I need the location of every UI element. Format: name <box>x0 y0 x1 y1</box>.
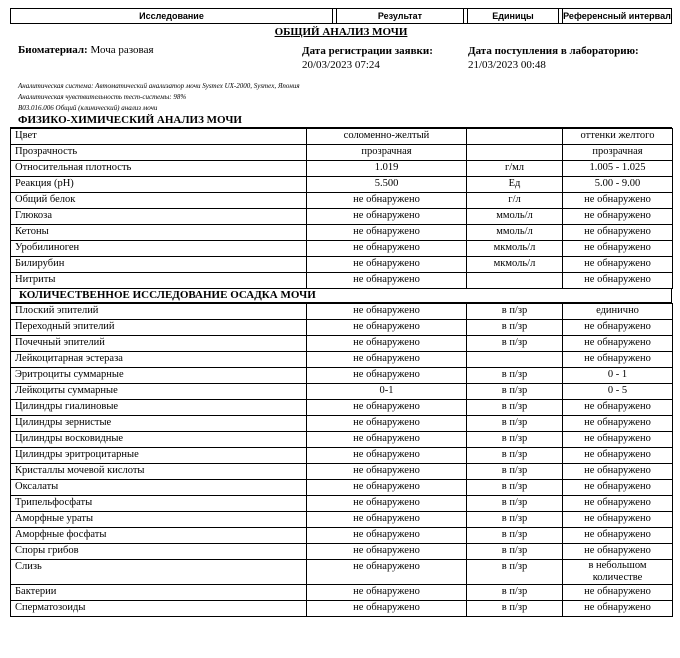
result-value: не обнаружено <box>307 601 467 617</box>
analytical-sensitivity: Аналитическая чувствительность тест-системы: 98% <box>18 93 187 101</box>
result-value: не обнаружено <box>307 464 467 480</box>
service-code: B03.016.006 Общий (клинический) анализ мочи <box>18 104 158 112</box>
result-value: не обнаружено <box>307 225 467 241</box>
reference-value: не обнаружено <box>563 464 673 480</box>
section-title-sediment: КОЛИЧЕСТВЕННОЕ ИССЛЕДОВАНИЕ ОСАДКА МОЧИ <box>10 289 672 303</box>
table-row <box>11 400 673 416</box>
table-row <box>11 496 673 512</box>
table-row <box>11 480 673 496</box>
reference-value: не обнаружено <box>563 480 673 496</box>
unit-value: Ед <box>467 177 563 193</box>
result-value: не обнаружено <box>307 304 467 320</box>
table-row <box>11 560 673 585</box>
reference-value: оттенки желтого <box>563 129 673 145</box>
biomaterial-label: Биоматериал: <box>18 44 88 56</box>
unit-value: мкмоль/л <box>467 241 563 257</box>
table-row <box>11 225 673 241</box>
reference-value: не обнаружено <box>563 320 673 336</box>
reference-value: не обнаружено <box>563 209 673 225</box>
unit-value: в п/зр <box>467 601 563 617</box>
reference-value: не обнаружено <box>563 432 673 448</box>
report-info <box>10 41 672 81</box>
unit-value: в п/зр <box>467 464 563 480</box>
reference-value: 1.005 - 1.025 <box>563 161 673 177</box>
test-name: Относительная плотность <box>11 161 307 177</box>
table-row <box>11 320 673 336</box>
test-name: Слизь <box>11 560 307 585</box>
result-value: не обнаружено <box>307 209 467 225</box>
result-value: не обнаружено <box>307 528 467 544</box>
reference-value: не обнаружено <box>563 352 673 368</box>
test-name: Трипельфосфаты <box>11 496 307 512</box>
result-value: 0-1 <box>307 384 467 400</box>
table-row <box>11 241 673 257</box>
column-header-result: Результат <box>336 9 464 23</box>
table-row <box>11 273 673 289</box>
unit-value: в п/зр <box>467 384 563 400</box>
result-value: не обнаружено <box>307 336 467 352</box>
unit-value <box>467 129 563 145</box>
table-row <box>11 145 673 161</box>
test-name: Глюкоза <box>11 209 307 225</box>
test-name: Цилиндры эритроцитарные <box>11 448 307 464</box>
test-name: Плоский эпителий <box>11 304 307 320</box>
unit-value: в п/зр <box>467 544 563 560</box>
test-name: Прозрачность <box>11 145 307 161</box>
unit-value: в п/зр <box>467 336 563 352</box>
column-header-test: Исследование <box>11 9 333 23</box>
result-value: не обнаружено <box>307 512 467 528</box>
test-name: Цилиндры гиалиновые <box>11 400 307 416</box>
reference-value: не обнаружено <box>563 512 673 528</box>
test-name: Билирубин <box>11 257 307 273</box>
unit-value: в п/зр <box>467 496 563 512</box>
registration-value: 20/03/2023 07:24 <box>302 59 380 71</box>
unit-value: ммоль/л <box>467 225 563 241</box>
unit-value: в п/зр <box>467 320 563 336</box>
test-name: Аморфные фосфаты <box>11 528 307 544</box>
column-header-units: Единицы <box>467 9 559 23</box>
unit-value: в п/зр <box>467 432 563 448</box>
unit-value: в п/зр <box>467 480 563 496</box>
result-value: не обнаружено <box>307 480 467 496</box>
arrival-label: Дата поступления в лабораторию: <box>468 45 639 57</box>
table-row <box>11 209 673 225</box>
unit-value: в п/зр <box>467 448 563 464</box>
reference-value: не обнаружено <box>563 257 673 273</box>
test-name: Цилиндры зернистые <box>11 416 307 432</box>
test-name: Лейкоцитарная эстераза <box>11 352 307 368</box>
table-row <box>11 336 673 352</box>
result-value: 1.019 <box>307 161 467 177</box>
test-name: Споры грибов <box>11 544 307 560</box>
reference-value: не обнаружено <box>563 528 673 544</box>
result-value: не обнаружено <box>307 241 467 257</box>
table-row <box>11 384 673 400</box>
result-value: не обнаружено <box>307 400 467 416</box>
result-value: не обнаружено <box>307 257 467 273</box>
unit-value: в п/зр <box>467 304 563 320</box>
table-row <box>11 161 673 177</box>
result-value: не обнаружено <box>307 352 467 368</box>
unit-value: в п/зр <box>467 512 563 528</box>
reference-value: не обнаружено <box>563 273 673 289</box>
test-name: Нитриты <box>11 273 307 289</box>
table-row <box>11 304 673 320</box>
section-title-physchem: ФИЗИКО-ХИМИЧЕСКИЙ АНАЛИЗ МОЧИ <box>10 114 672 128</box>
result-value: не обнаружено <box>307 544 467 560</box>
test-name: Оксалаты <box>11 480 307 496</box>
table-row <box>11 129 673 145</box>
unit-value: в п/зр <box>467 585 563 601</box>
table-row <box>11 464 673 480</box>
registration-label: Дата регистрации заявки: <box>302 45 433 57</box>
unit-value: г/л <box>467 193 563 209</box>
biomaterial <box>18 44 154 56</box>
table-row <box>11 544 673 560</box>
unit-value: г/мл <box>467 161 563 177</box>
result-value: не обнаружено <box>307 273 467 289</box>
test-name: Кетоны <box>11 225 307 241</box>
test-name: Цвет <box>11 129 307 145</box>
physchem-table <box>10 128 673 289</box>
reference-value: 0 - 1 <box>563 368 673 384</box>
test-name: Лейкоциты суммарные <box>11 384 307 400</box>
analysis-meta <box>10 81 672 114</box>
reference-value: не обнаружено <box>563 544 673 560</box>
report-title-text: ОБЩИЙ АНАЛИЗ МОЧИ <box>274 26 408 38</box>
unit-value: ммоль/л <box>467 209 563 225</box>
reference-value: не обнаружено <box>563 416 673 432</box>
table-row <box>11 512 673 528</box>
analytical-system: Аналитическая система: Автоматический анализатор мочи Sysmex UX-2000, Sysmex, Япония <box>18 82 300 90</box>
test-name: Почечный эпителий <box>11 336 307 352</box>
reference-value: единично <box>563 304 673 320</box>
result-value: не обнаружено <box>307 416 467 432</box>
report-title <box>10 26 672 39</box>
test-name: Эритроциты суммарные <box>11 368 307 384</box>
result-value: соломенно-желтый <box>307 129 467 145</box>
column-header-reference: Референсный интервал <box>563 11 671 21</box>
table-row <box>11 368 673 384</box>
result-value: не обнаружено <box>307 448 467 464</box>
table-row <box>11 193 673 209</box>
biomaterial-value: Моча разовая <box>90 44 154 56</box>
table-row <box>11 585 673 601</box>
unit-value <box>467 273 563 289</box>
result-value: 5.500 <box>307 177 467 193</box>
reference-value: не обнаружено <box>563 448 673 464</box>
reference-value: не обнаружено <box>563 585 673 601</box>
result-value: не обнаружено <box>307 496 467 512</box>
unit-value <box>467 352 563 368</box>
reference-value: не обнаружено <box>563 225 673 241</box>
lab-report <box>10 8 672 617</box>
table-row <box>11 352 673 368</box>
unit-value: мкмоль/л <box>467 257 563 273</box>
table-row <box>11 257 673 273</box>
unit-value <box>467 145 563 161</box>
result-value: не обнаружено <box>307 368 467 384</box>
reference-value: не обнаружено <box>563 496 673 512</box>
unit-value: в п/зр <box>467 368 563 384</box>
table-row <box>11 601 673 617</box>
unit-value: в п/зр <box>467 528 563 544</box>
test-name: Переходный эпителий <box>11 320 307 336</box>
reference-value: не обнаружено <box>563 400 673 416</box>
test-name: Общий белок <box>11 193 307 209</box>
sediment-table <box>10 303 673 617</box>
reference-value: не обнаружено <box>563 193 673 209</box>
table-row <box>11 432 673 448</box>
test-name: Уробилиноген <box>11 241 307 257</box>
reference-value: 0 - 5 <box>563 384 673 400</box>
table-row <box>11 177 673 193</box>
result-value: не обнаружено <box>307 193 467 209</box>
arrival-date <box>468 44 639 72</box>
reference-value: не обнаружено <box>563 241 673 257</box>
reference-value: прозрачная <box>563 145 673 161</box>
test-name: Аморфные ураты <box>11 512 307 528</box>
result-value: не обнаружено <box>307 432 467 448</box>
result-value: прозрачная <box>307 145 467 161</box>
unit-value: в п/зр <box>467 400 563 416</box>
reference-value: в небольшом количестве <box>563 560 673 585</box>
table-row <box>11 416 673 432</box>
reference-value: 5.00 - 9.00 <box>563 177 673 193</box>
registration-date <box>302 44 433 72</box>
report-table-header <box>10 8 672 24</box>
test-name: Кристаллы мочевой кислоты <box>11 464 307 480</box>
reference-value: не обнаружено <box>563 336 673 352</box>
test-name: Цилиндры восковидные <box>11 432 307 448</box>
unit-value: в п/зр <box>467 560 563 585</box>
result-value: не обнаружено <box>307 320 467 336</box>
result-value: не обнаружено <box>307 560 467 585</box>
table-row <box>11 528 673 544</box>
result-value: не обнаружено <box>307 585 467 601</box>
unit-value: в п/зр <box>467 416 563 432</box>
table-row <box>11 448 673 464</box>
test-name: Реакция (pH) <box>11 177 307 193</box>
reference-value: не обнаружено <box>563 601 673 617</box>
arrival-value: 21/03/2023 00:48 <box>468 59 546 71</box>
test-name: Сперматозоиды <box>11 601 307 617</box>
test-name: Бактерии <box>11 585 307 601</box>
